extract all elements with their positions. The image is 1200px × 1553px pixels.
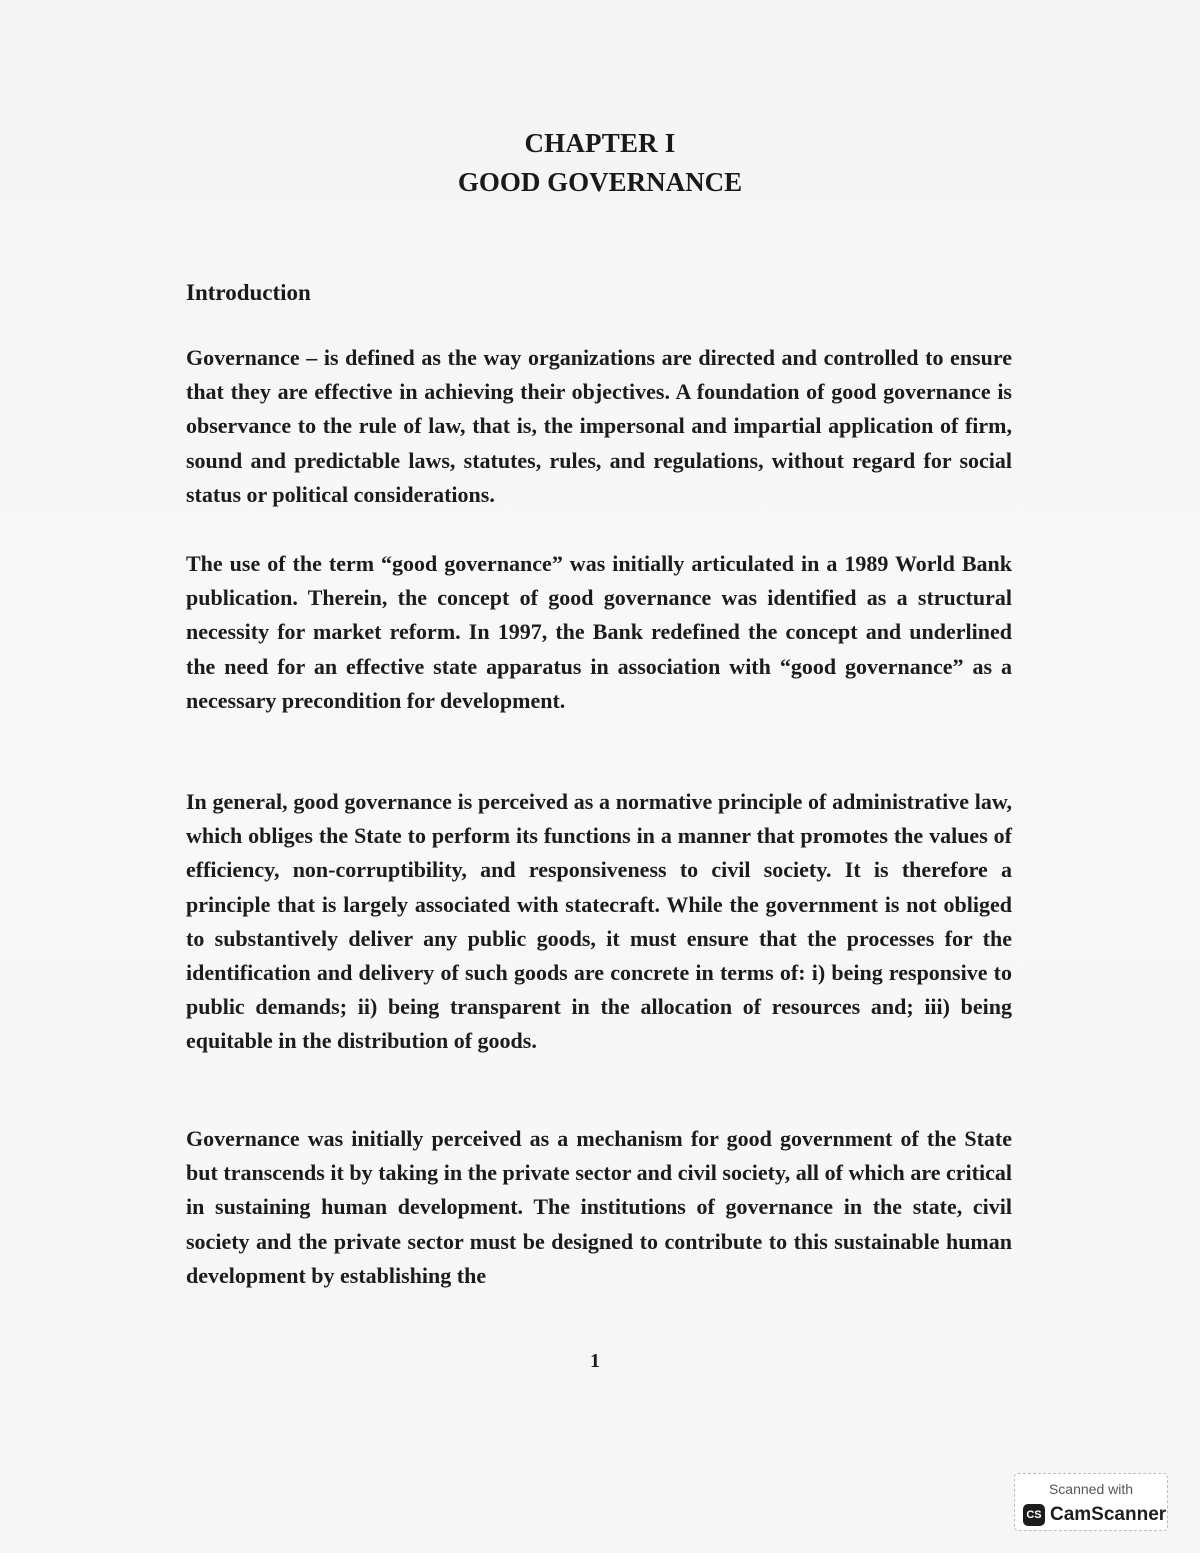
camscanner-logo-icon: CS [1023,1504,1045,1526]
chapter-subtitle: GOOD GOVERNANCE [457,167,743,197]
paragraph-1: Governance – is defined as the way organizations are directed and controlled to ensure that they are effective in achieving their objectives. A foundation of good governance is observance to the rule of law, that is, the impersonal and impartial application of firm, sound and predictable laws, statutes, rules, and regulations, without regard for social status or political considerations. [186,345,1012,507]
camscanner-brand-row [1023,1503,1166,1527]
paragraph-2: The use of the term “good governance” was initially articulated in a 1989 World Bank publication. Therein, the concept of good governance was identified as a structural necessity for market reform. In 1997, the Bank redefined the concept and underlined the need for an effective state apparatus in association with “good governance” as a necessary precondition for development. [186,551,1012,713]
scanned-with-label: Scanned with [1048,1481,1134,1497]
camscanner-watermark [1014,1473,1168,1531]
paragraph-3: In general, good governance is perceived as a normative principle of administrative law, which obliges the State to perform its functions in a manner that promotes the values of efficiency, non-corruptibility, and responsiveness to civil society. It is therefore a principle that is largely associated with statecraft. While the government is not obliged to substantively deliver any public goods, it must ensure that the processes for the identification and delivery of such goods are concrete in terms of: i) being responsive to public demands; ii) being transparent in the allocation of resources and; iii) being equitable in the distribution of goods. [186,789,1012,1054]
page-number: 1 [590,1350,600,1372]
paragraph-4: Governance was initially perceived as a mechanism for good government of the State but transcends it by taking in the private sector and civil society, all of which are critical in sustaining human development. The institutions of governance in the state, civil society and the private sector must be designed to contribute to this sustainable human development by establishing the [186,1126,1012,1288]
camscanner-brand-name: CamScanner [1050,1504,1167,1525]
chapter-title: CHAPTER I [524,128,676,158]
section-heading-introduction: Introduction [186,280,311,305]
